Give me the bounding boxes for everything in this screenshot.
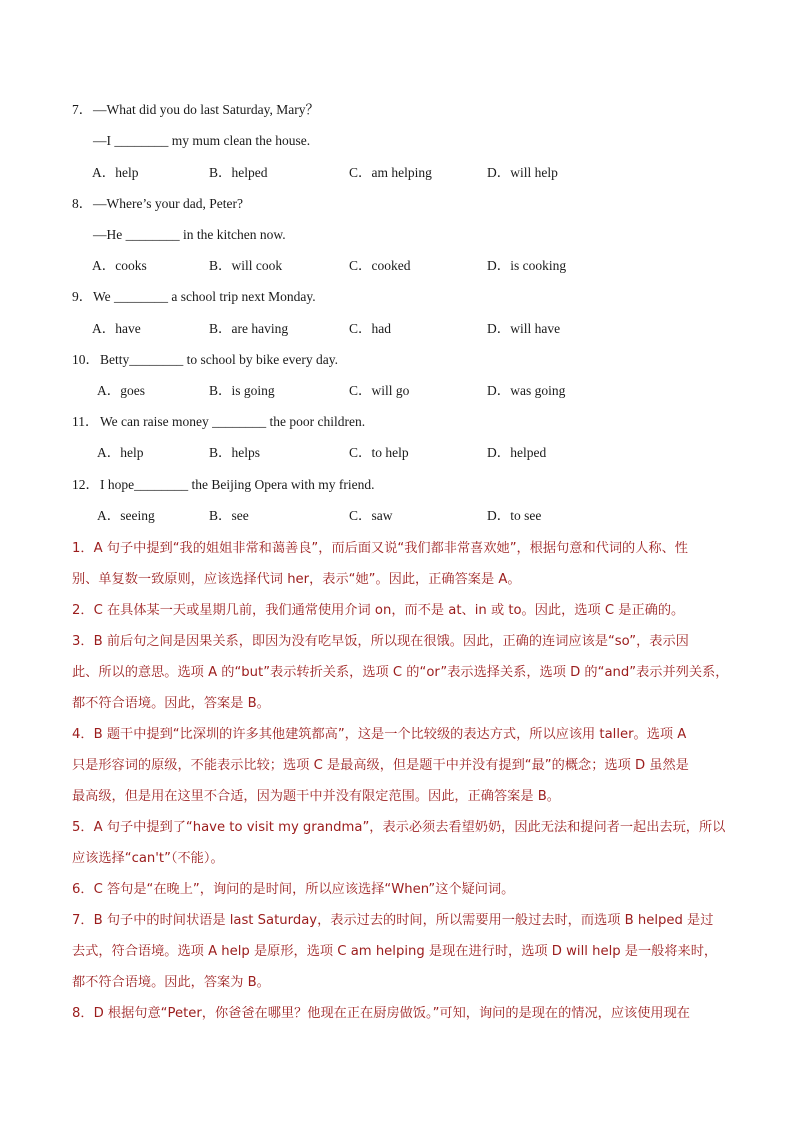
question-12-option-b[interactable]: B．see	[209, 508, 249, 523]
question-8-line-2: —He ________ in the kitchen now.	[93, 227, 286, 242]
question-9-line-1: We ________ a school trip next Monday.	[93, 289, 316, 304]
question-7-line-2: —I ________ my mum clean the house.	[93, 133, 311, 148]
answer-1-line-2: 别、单复数一致原则，应该选择代词 her，表示“她”。因此，正确答案是 A。	[72, 572, 521, 587]
answer-7-line-2: 去式，符合语境。选项 A help 是原形，选项 C am helping 是现在进行时，选项 D will help 是一般将来时，	[72, 944, 718, 959]
question-8-option-d[interactable]: D．is cooking	[487, 258, 567, 273]
answer-7-line-1: 7．B 句子中的时间状语是 last Saturday，表示过去的时间，所以需要用一般过去时，而选项 B helped 是过	[72, 913, 714, 928]
question-9-number: 9．	[72, 289, 93, 304]
question-9-option-c[interactable]: C．had	[349, 321, 391, 336]
answer-2-line-1: 2．C 在具体某一天或星期几前，我们通常使用介词 on，而不是 at、in 或 to。因此，选项 C 是正确的。	[72, 603, 685, 618]
question-9-option-d[interactable]: D．will have	[487, 321, 561, 336]
question-7-option-b[interactable]: B．helped	[209, 165, 268, 180]
question-12-number: 12．	[72, 477, 99, 492]
question-11-number: 11．	[72, 414, 99, 429]
question-10-number: 10．	[72, 352, 99, 367]
question-10-option-b[interactable]: B．is going	[209, 383, 275, 398]
answer-4-line-1: 4．B 题干中提到“比深圳的许多其他建筑都高”，这是一个比较级的表达方式，所以应该用 taller。选项 A	[72, 727, 687, 742]
question-8-option-a[interactable]: A．cooks	[92, 258, 147, 273]
answer-3-line-3: 都不符合语境。因此，答案是 B。	[72, 696, 270, 711]
question-11-option-b[interactable]: B．helps	[209, 445, 261, 460]
question-7-number: 7．	[72, 102, 93, 117]
question-10-option-d[interactable]: D．was going	[487, 383, 566, 398]
answer-5-line-1: 5．A 句子中提到了“have to visit my grandma”，表示必须去看望奶奶，因此无法和提问者一起出去玩，所以	[72, 820, 726, 835]
question-7-option-c[interactable]: C．am helping	[349, 165, 432, 180]
question-9-option-a[interactable]: A．have	[92, 321, 141, 336]
question-12-option-a[interactable]: A．seeing	[97, 508, 155, 523]
question-8-option-b[interactable]: B．will cook	[209, 258, 283, 273]
question-10-line-1: Betty________ to school by bike every day.	[100, 352, 338, 367]
answer-4-line-2: 只是形容词的原级，不能表示比较；选项 C 是最高级，但是题干中并没有提到“最”的概念；选项 D 虽然是	[72, 758, 689, 773]
answer-explanations	[72, 533, 732, 1029]
question-11-line-1: We can raise money ________ the poor children.	[100, 414, 366, 429]
answer-1-line-1: 1．A 句子中提到“我的姐姐非常和蔼善良”，而后面又说“我们都非常喜欢她”，根据句意和代词的人称、性	[72, 541, 688, 556]
answer-6-line-1: 6．C 答句是“在晚上”，询问的是时间，所以应该选择“When”这个疑问词。	[72, 882, 515, 897]
question-9-option-b[interactable]: B．are having	[209, 321, 289, 336]
question-11-option-c[interactable]: C．to help	[349, 445, 409, 460]
question-12-line-1: I hope________ the Beijing Opera with my friend.	[100, 477, 375, 492]
answer-8-line-1: 8．D 根据句意“Peter，你爸爸在哪里？他现在正在厨房做饭。”可知，询问的是现在的情况，应该使用现在	[72, 1006, 690, 1021]
answer-5-line-2: 应该选择“can't”（不能）。	[72, 851, 224, 866]
question-8-line-1: —Where’s your dad, Peter?	[93, 196, 243, 211]
question-12-option-d[interactable]: D．to see	[487, 508, 542, 523]
question-7-line-1: —What did you do last Saturday, Mary？	[93, 102, 319, 117]
answer-3-line-1: 3．B 前后句之间是因果关系，即因为没有吃早饭，所以现在很饿。因此，正确的连词应该是“so”，表示因	[72, 634, 689, 649]
question-7-option-a[interactable]: A．help	[92, 165, 139, 180]
question-8-number: 8．	[72, 196, 93, 211]
question-8-option-c[interactable]: C．cooked	[349, 258, 411, 273]
question-11-option-a[interactable]: A．help	[97, 445, 144, 460]
answer-7-line-3: 都不符合语境。因此，答案为 B。	[72, 975, 270, 990]
answer-3-line-2: 此、所以的意思。选项 A 的“but”表示转折关系，选项 C 的“or”表示选择关系，选项 D 的“and”表示并列关系，	[72, 665, 729, 680]
question-12-option-c[interactable]: C．saw	[349, 508, 393, 523]
question-10-option-c[interactable]: C．will go	[349, 383, 410, 398]
answer-4-line-3: 最高级，但是用在这里不合适，因为题干中并没有限定范围。因此，正确答案是 B。	[72, 789, 560, 804]
question-7-option-d[interactable]: D．will help	[487, 165, 558, 180]
question-11-option-d[interactable]: D．helped	[487, 445, 547, 460]
question-10-option-a[interactable]: A．goes	[97, 383, 145, 398]
